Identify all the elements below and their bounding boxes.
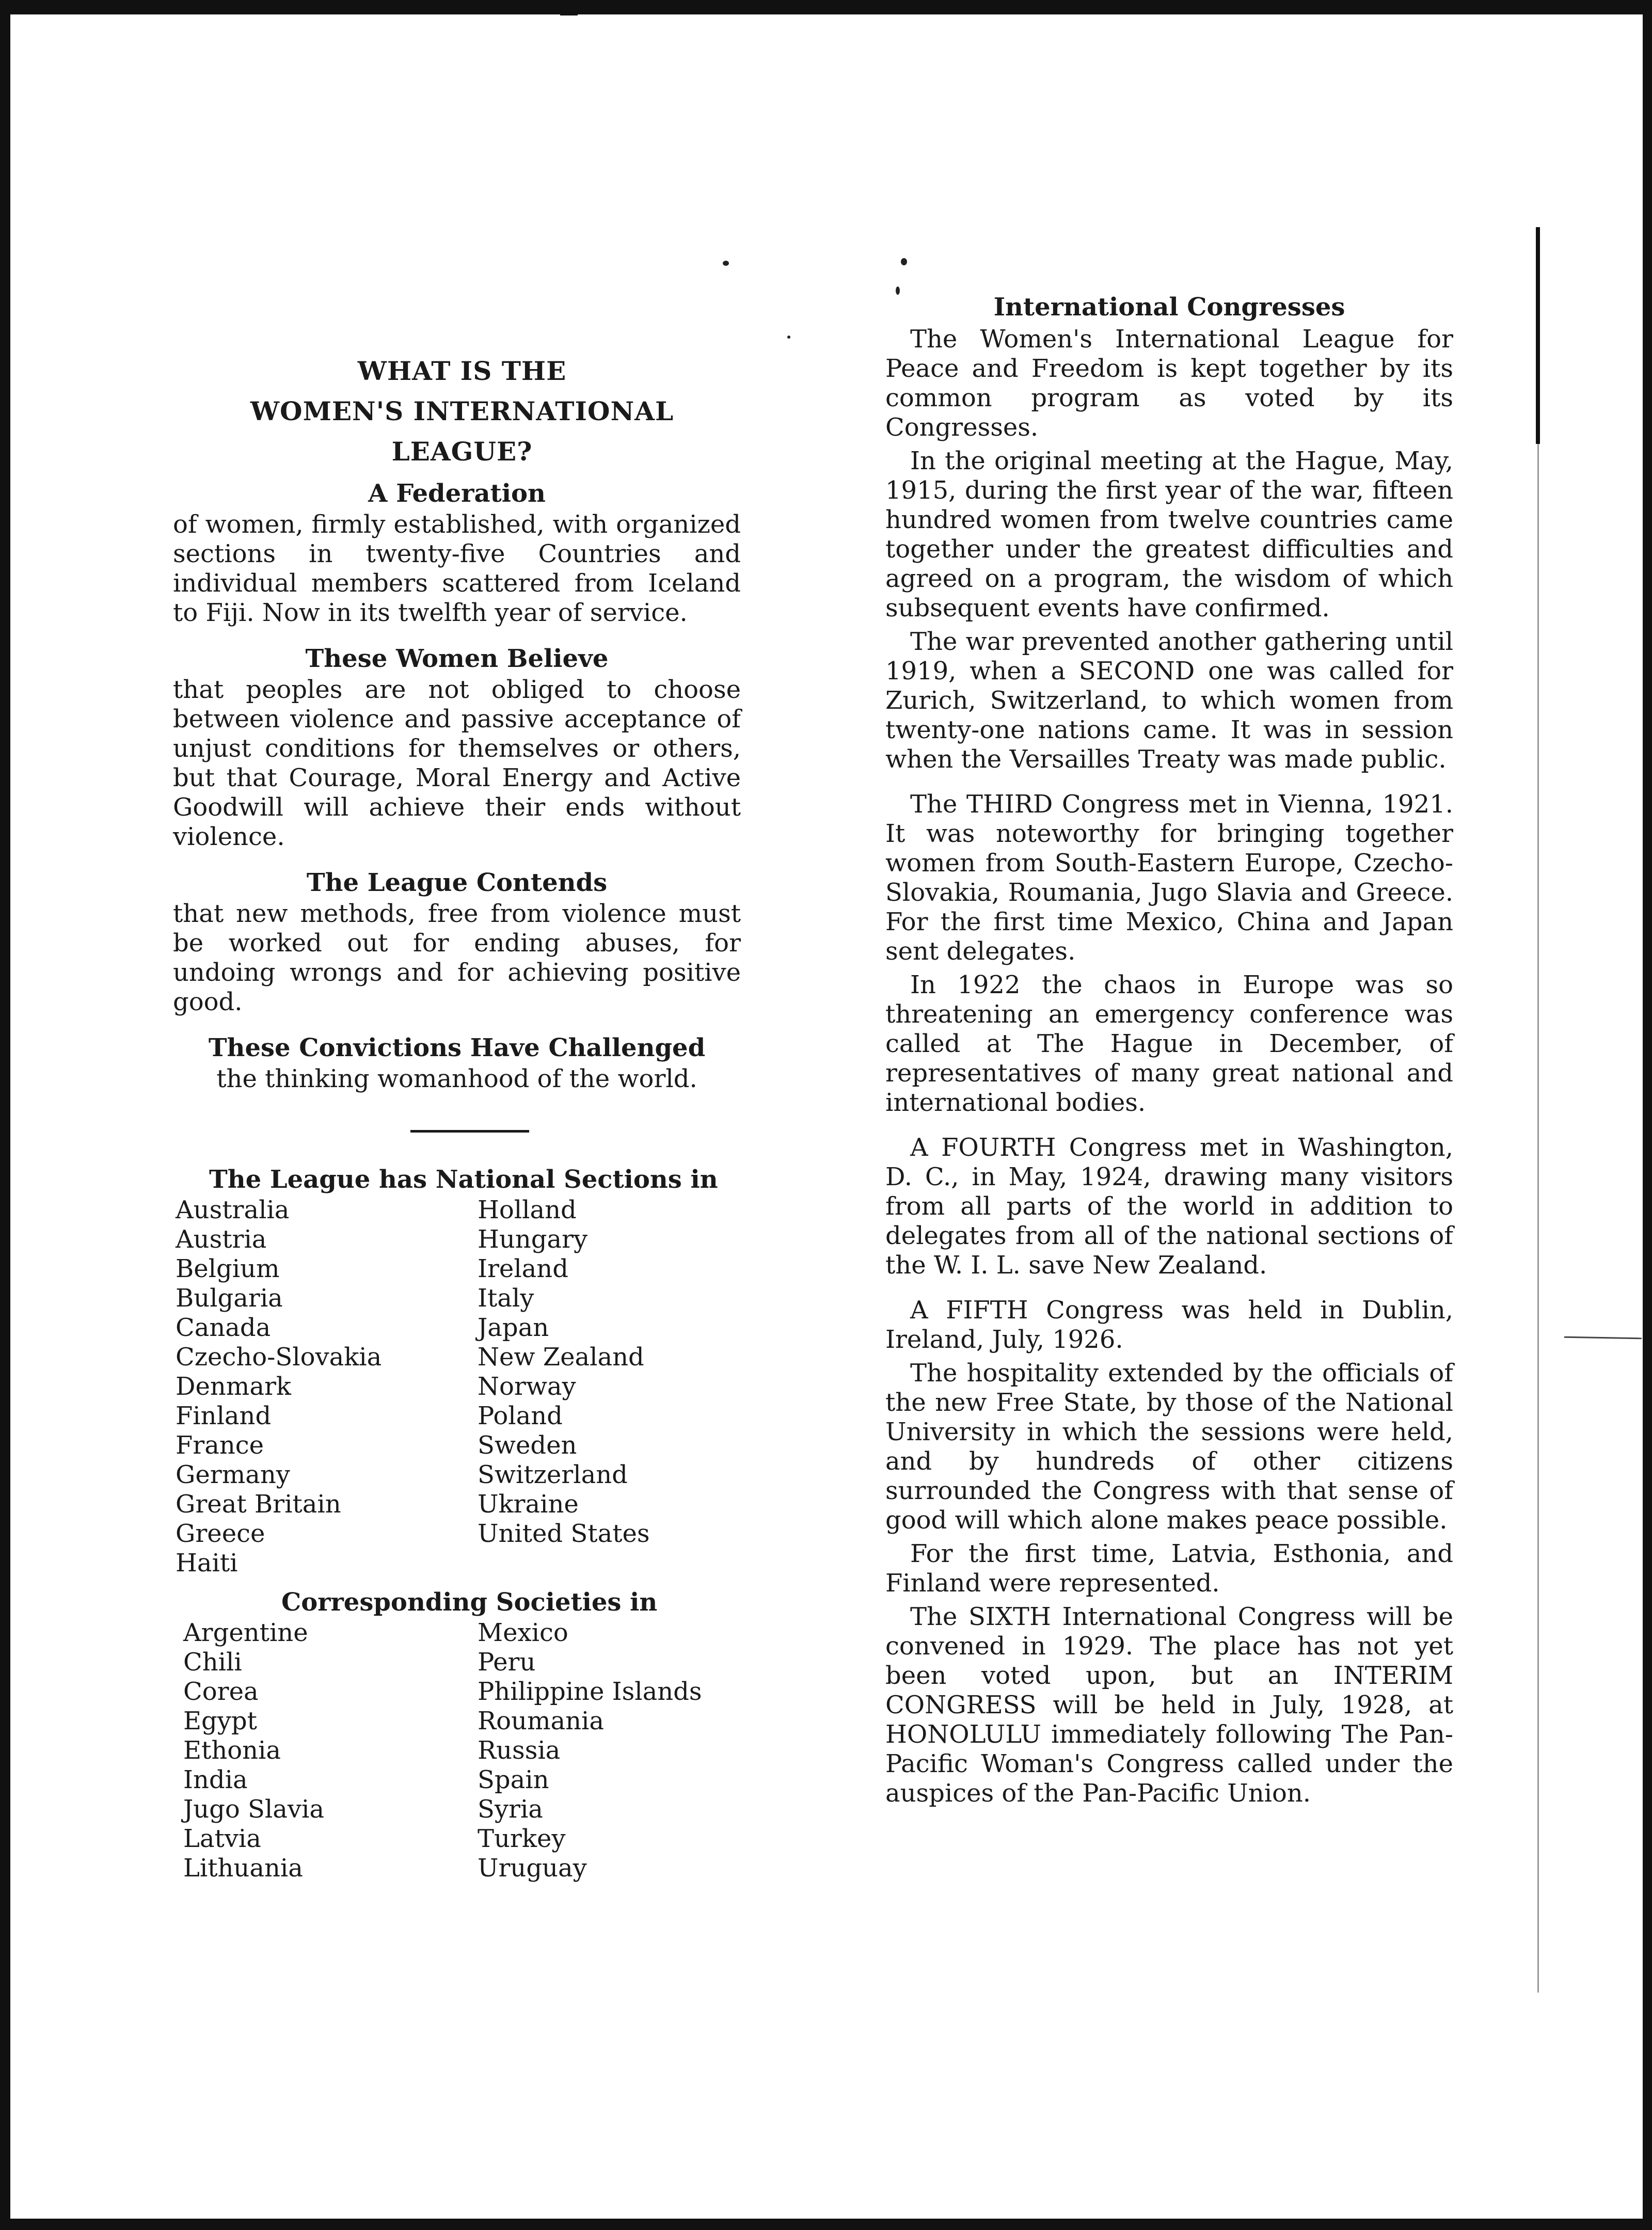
right-column — [885, 292, 1453, 1808]
convictions-heading: These Convictions Have Challenged — [208, 1033, 706, 1062]
scan-edge-line — [1536, 227, 1540, 444]
list-item: Roumania — [478, 1707, 604, 1735]
list-item: Switzerland — [478, 1460, 628, 1489]
congress-paragraph: A FIFTH Congress was held in Dublin, Ireland, July, 1926. — [885, 1296, 1453, 1354]
congresses-heading: International Congresses — [993, 293, 1345, 322]
list-item: France — [176, 1431, 264, 1460]
scan-speck — [723, 261, 729, 266]
congress-paragraph: The hospitality extended by the officials of the new Free State, by those of the National University in which the sessions were held, and by hundreds of other citizens surrounded the Congress with that sense of good will which alone makes peace possible. — [885, 1359, 1453, 1535]
page-title — [173, 351, 741, 472]
title-line: WOMEN'S INTERNATIONAL — [250, 396, 674, 426]
list-item: Great Britain — [176, 1490, 341, 1519]
federation-text: of women, firmly established, with organized sections in twenty-five Countries and individual members scattered from Iceland to Fiji. Now in its twelfth year of service. — [173, 510, 741, 627]
congress-paragraph: A FOURTH Congress met in Washington, D. C., in May, 1924, drawing many visitors from all parts of the world in addition to delegates from all of the national sections of the W. I. L. save New Zealand. — [885, 1133, 1453, 1280]
list-item: United States — [478, 1519, 650, 1548]
list-item: Hungary — [478, 1225, 588, 1254]
corresponding-societies-column-1 — [173, 1618, 478, 1883]
list-item: Holland — [478, 1196, 577, 1224]
congress-paragraph: The Women's International League for Peace and Freedom is kept together by its common program as voted by its Congresses. — [885, 325, 1453, 442]
list-item: Norway — [478, 1372, 576, 1401]
list-item: Egypt — [183, 1707, 257, 1735]
congresses-body — [885, 325, 1453, 1808]
congress-paragraph: In 1922 the chaos in Europe was so threatening an emergency conference was called at The Hague in December, of representatives of many great national and international bodies. — [885, 970, 1453, 1117]
list-item: Ireland — [478, 1254, 568, 1283]
list-item: Poland — [478, 1401, 563, 1430]
contends-text: that new methods, free from violence must be worked out for ending abuses, for undoing wrongs and for achieving positive good. — [173, 899, 741, 1016]
list-item: Spain — [478, 1765, 549, 1794]
title-line: LEAGUE? — [391, 436, 533, 467]
congress-paragraph: The war prevented another gathering until 1919, when a SECOND one was called for Zurich, Switzerland, to which women from twenty-one nations came. It was in session when the Versailles Treaty was made public. — [885, 627, 1453, 774]
national-sections-column-1 — [173, 1196, 478, 1578]
list-item: Haiti — [176, 1549, 238, 1578]
list-item: Chili — [183, 1648, 242, 1677]
list-item: Sweden — [478, 1431, 577, 1460]
congress-paragraph: The THIRD Congress met in Vienna, 1921. It was noteworthy for bringing together women from South-Eastern Europe, Czecho-Slovakia, Roumania, Jugo Slavia and Greece. For the first time Mexico, China and Japan sent delegates. — [885, 790, 1453, 966]
list-item: Ukraine — [478, 1490, 579, 1519]
list-item: Corea — [183, 1677, 259, 1706]
federation-heading: A Federation — [368, 479, 546, 508]
list-item: Russia — [478, 1736, 561, 1765]
scan-dash-mark — [1564, 1336, 1642, 1340]
corresponding-societies-list — [173, 1618, 741, 1883]
list-item: Turkey — [478, 1824, 566, 1853]
list-item: Philippine Islands — [478, 1677, 702, 1706]
national-sections-heading: The League has National Sections in — [209, 1165, 718, 1194]
corresponding-societies-column-2 — [478, 1618, 741, 1883]
national-sections-list — [173, 1196, 741, 1578]
national-sections-column-2 — [478, 1196, 741, 1578]
list-item: India — [183, 1765, 248, 1794]
list-item: Finland — [176, 1401, 272, 1430]
list-item: Italy — [478, 1284, 534, 1313]
list-item: Mexico — [478, 1618, 568, 1647]
list-item: Belgium — [176, 1254, 280, 1283]
list-item: Jugo Slavia — [183, 1795, 324, 1824]
list-item: Canada — [176, 1313, 271, 1342]
scan-speck — [787, 336, 790, 339]
list-item: Denmark — [176, 1372, 291, 1401]
list-item: Syria — [478, 1795, 543, 1824]
corresponding-societies-heading: Corresponding Societies in — [281, 1588, 658, 1617]
congress-paragraph: For the first time, Latvia, Esthonia, and Finland were represented. — [885, 1539, 1453, 1598]
list-item: Czecho-Slovakia — [176, 1343, 382, 1372]
scan-mark — [560, 11, 578, 15]
convictions-text: the thinking womanhood of the world. — [216, 1064, 697, 1093]
list-item: Bulgaria — [176, 1284, 283, 1313]
believe-text: that peoples are not obliged to choose between violence and passive acceptance of unjust conditions for themselves or others, but that Courage, Moral Energy and Active Goodwill will achieve their ends without violence. — [173, 675, 741, 851]
list-item: Lithuania — [183, 1854, 303, 1883]
list-item: Austria — [176, 1225, 267, 1254]
scan-edge-line-thin — [1537, 444, 1539, 1993]
list-item: Greece — [176, 1519, 265, 1548]
list-item: Ethonia — [183, 1736, 281, 1765]
contends-heading: The League Contends — [306, 868, 608, 897]
list-item: Uruguay — [478, 1854, 587, 1883]
list-item: Argentine — [183, 1618, 308, 1647]
list-item: New Zealand — [478, 1343, 644, 1372]
list-item: Germany — [176, 1460, 290, 1489]
believe-heading: These Women Believe — [305, 644, 609, 673]
scan-speck — [901, 258, 907, 265]
list-item: Peru — [478, 1648, 536, 1677]
section-divider — [410, 1130, 529, 1133]
congress-paragraph: The SIXTH International Congress will be convened in 1929. The place has not yet been voted upon, but an INTERIM CONGRESS will be held in July, 1928, at HONOLULU immediately following The Pan-Pacific Woman's Congress called under the auspices of the Pan-Pacific Union. — [885, 1602, 1453, 1808]
list-item: Australia — [176, 1196, 290, 1224]
title-line: WHAT IS THE — [357, 356, 567, 386]
left-column — [173, 351, 741, 1883]
congress-paragraph: In the original meeting at the Hague, May, 1915, during the first year of the war, fifteen hundred women from twelve countries came together under the greatest difficulties and agreed on a program, the wisdom of which subsequent events have confirmed. — [885, 447, 1453, 623]
list-item: Japan — [478, 1313, 549, 1342]
list-item: Latvia — [183, 1824, 261, 1853]
